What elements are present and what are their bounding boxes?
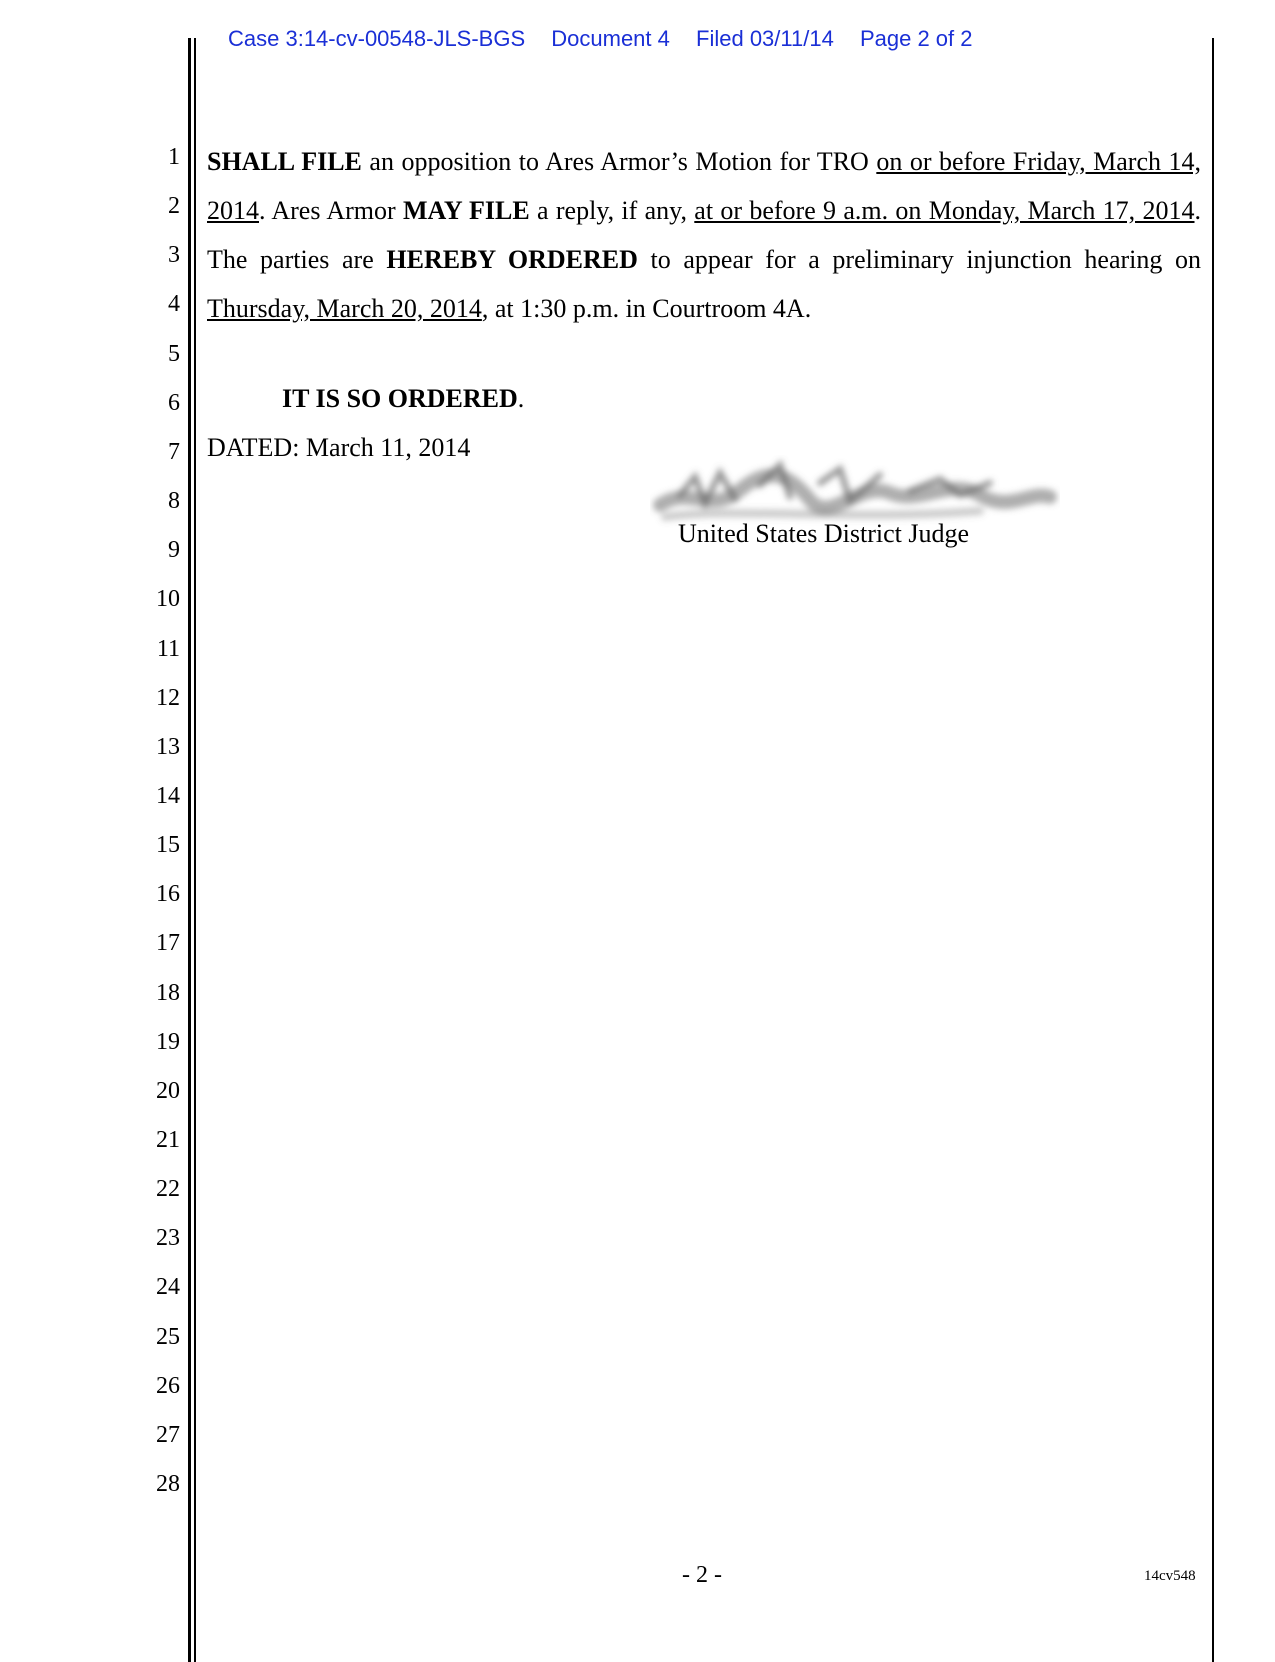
left-margin-rule-inner (194, 38, 196, 1662)
line-number: 20 (156, 1077, 180, 1104)
line-number: 4 (168, 291, 180, 318)
line-number: 6 (168, 389, 180, 416)
line-number: 17 (156, 930, 180, 957)
hearing-date: Thursday, March 20, 2014 (207, 294, 482, 323)
opposition-deadline: on or before Friday, March 14, 2014 (207, 147, 1201, 225)
left-margin-rule (188, 38, 191, 1662)
filed-date: Filed 03/11/14 (696, 26, 834, 51)
line-number: 16 (156, 881, 180, 908)
body-text-run: an opposition to Ares Armor’s Motion for TRO (361, 147, 877, 176)
right-margin-rule (1212, 38, 1214, 1662)
line-number: 9 (168, 537, 180, 564)
line-number: 27 (156, 1421, 180, 1448)
hereby-ordered-text: HEREBY ORDERED (386, 245, 638, 274)
so-ordered (282, 384, 524, 414)
line-number: 25 (156, 1323, 180, 1350)
filing-header (228, 26, 993, 52)
line-number: 18 (156, 979, 180, 1006)
so-ordered-period: . (517, 384, 525, 413)
shall-file-text: SHALL FILE (207, 147, 362, 176)
line-number: 1 (168, 144, 180, 170)
reply-deadline: at or before 9 a.m. on Monday, March 17, 2014 (694, 196, 1195, 225)
body-text-run: a reply, if any, (529, 196, 695, 225)
line-number: 2 (168, 193, 180, 220)
line-number: 23 (156, 1225, 180, 1252)
body-text-run: . The parties are (207, 196, 1201, 274)
line-number: 22 (156, 1176, 180, 1203)
body-text-run: . Ares Armor (259, 196, 403, 225)
dated-line: DATED: March 11, 2014 (207, 433, 471, 462)
page-number: - 2 - (682, 1562, 722, 1588)
line-number: 14 (156, 782, 180, 809)
line-number: 28 (156, 1471, 180, 1498)
document-number: Document 4 (551, 26, 670, 51)
line-number: 15 (156, 832, 180, 859)
line-number: 7 (168, 438, 180, 465)
case-number: Case 3:14-cv-00548-JLS-BGS (228, 26, 526, 51)
line-number: 26 (156, 1372, 180, 1399)
body-text-run: to appear for a preliminary injunction hearing on (637, 245, 1202, 274)
page-indicator: Page 2 of 2 (859, 26, 973, 51)
line-number: 12 (156, 684, 180, 711)
judge-title: United States District Judge (678, 519, 970, 548)
line-number: 8 (168, 488, 180, 515)
may-file-text: MAY FILE (402, 196, 530, 225)
line-number: 5 (168, 340, 180, 367)
line-number: 3 (168, 242, 180, 269)
line-number: 19 (156, 1028, 180, 1055)
line-number: 24 (156, 1274, 180, 1301)
so-ordered-text: IT IS SO ORDERED (282, 384, 518, 413)
body-text-run: , at 1:30 p.m. in Courtroom 4A. (481, 294, 812, 323)
footer-case-id: 14cv548 (1144, 1568, 1196, 1584)
line-number: 10 (156, 586, 180, 613)
order-paragraph (207, 137, 1201, 333)
line-number: 13 (156, 733, 180, 760)
line-number: 21 (156, 1127, 180, 1153)
line-number: 11 (156, 635, 180, 662)
